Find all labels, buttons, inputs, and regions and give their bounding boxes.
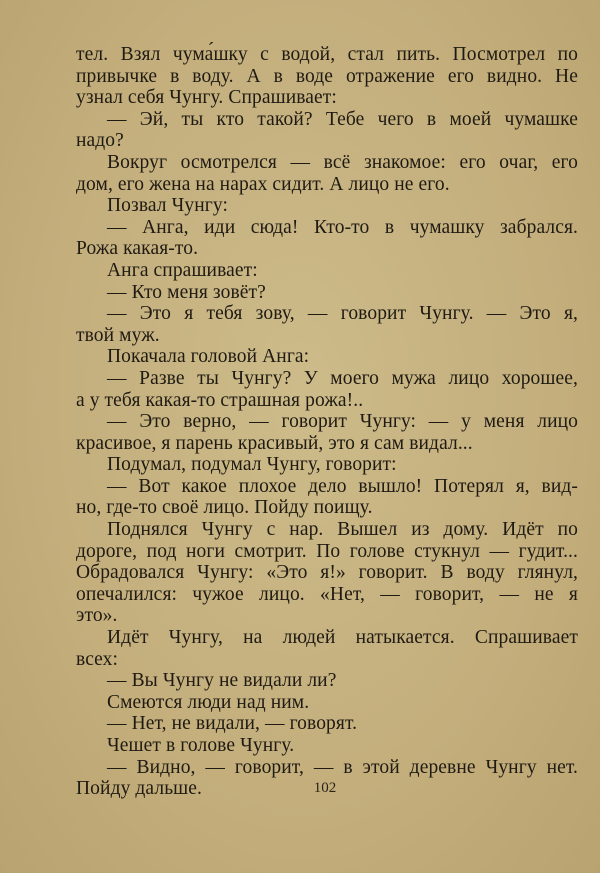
text-line: — Это я тебя зову, — говорит Чунгу. — Это я, — [107, 303, 578, 325]
text-line: твой муж. — [76, 324, 160, 346]
text-line: а у тебя какая-то страшная рожа!.. — [76, 389, 364, 411]
text-line: — Кто меня зовёт? — [107, 281, 266, 303]
text-line: узнал себя Чунгу. Спрашивает: — [76, 87, 337, 109]
text-line: Вокруг осмотрелся — всё знакомое: его очаг, его — [107, 151, 578, 173]
text-line: опечалился: чужое лицо. «Нет, — говорит, — не я — [76, 583, 578, 605]
text-line: надо? — [76, 130, 124, 152]
text-line: — Это верно, — говорит Чунгу: — у меня лицо — [107, 411, 578, 433]
text-line: Обрадовался Чунгу: «Это я!» говорит. В воду глянул, — [76, 562, 578, 584]
text-line: Пойду дальше. — [76, 778, 203, 800]
text-line: — Видно, — говорит, — в этой деревне Чунгу нет. — [107, 756, 578, 778]
text-line: Покачала головой Анга: — [107, 346, 310, 368]
text-line: дом, его жена на нарах сидит. А лицо не его. — [76, 173, 450, 195]
text-line: Смеются люди над ним. — [107, 691, 310, 713]
text-line: Поднялся Чунгу с нар. Вышел из дому. Идёт по — [107, 519, 578, 541]
text-line: дороге, под ноги смотрит. По голове стукнул — гудит... — [76, 540, 578, 562]
text-line: — Вот какое плохое дело вышло! Потерял я, вид- — [107, 475, 578, 497]
text-line: всех: — [76, 648, 119, 670]
text-line: Подумал, подумал Чунгу, говорит: — [107, 454, 397, 476]
text-line: но, где-то своё лицо. Пойду поищу. — [76, 497, 373, 519]
text-line: — Нет, не видали, — говорят. — [107, 713, 358, 735]
text-line: Рожа какая-то. — [76, 238, 199, 260]
page-number: 102 — [313, 780, 337, 796]
text-line: тел. Взял чума́шку с водой, стал пить. Посмотрел по — [76, 44, 578, 65]
text-line: Позвал Чунгу: — [107, 195, 228, 217]
text-line: красивое, я парень красивый, это я сам видал... — [76, 432, 473, 454]
text-line: Идёт Чунгу, на людей натыкается. Спрашивает — [107, 627, 578, 649]
page-text — [76, 44, 578, 800]
text-line: — Анга, иди сюда! Кто-то в чумашку забрался. — [107, 216, 578, 238]
text-line: — Эй, ты кто такой? Тебе чего в моей чумашке — [107, 108, 578, 130]
text-line: — Разве ты Чунгу? У моего мужа лицо хорошее, — [107, 367, 578, 389]
text-line: привычке в воду. А в воде отражение его видно. Не — [76, 65, 578, 87]
text-line: — Вы Чунгу не видали ли? — [107, 670, 337, 692]
text-line: Чешет в голове Чунгу. — [107, 735, 295, 756]
text-line: Анга спрашивает: — [107, 259, 258, 281]
text-line: это». — [76, 605, 118, 627]
